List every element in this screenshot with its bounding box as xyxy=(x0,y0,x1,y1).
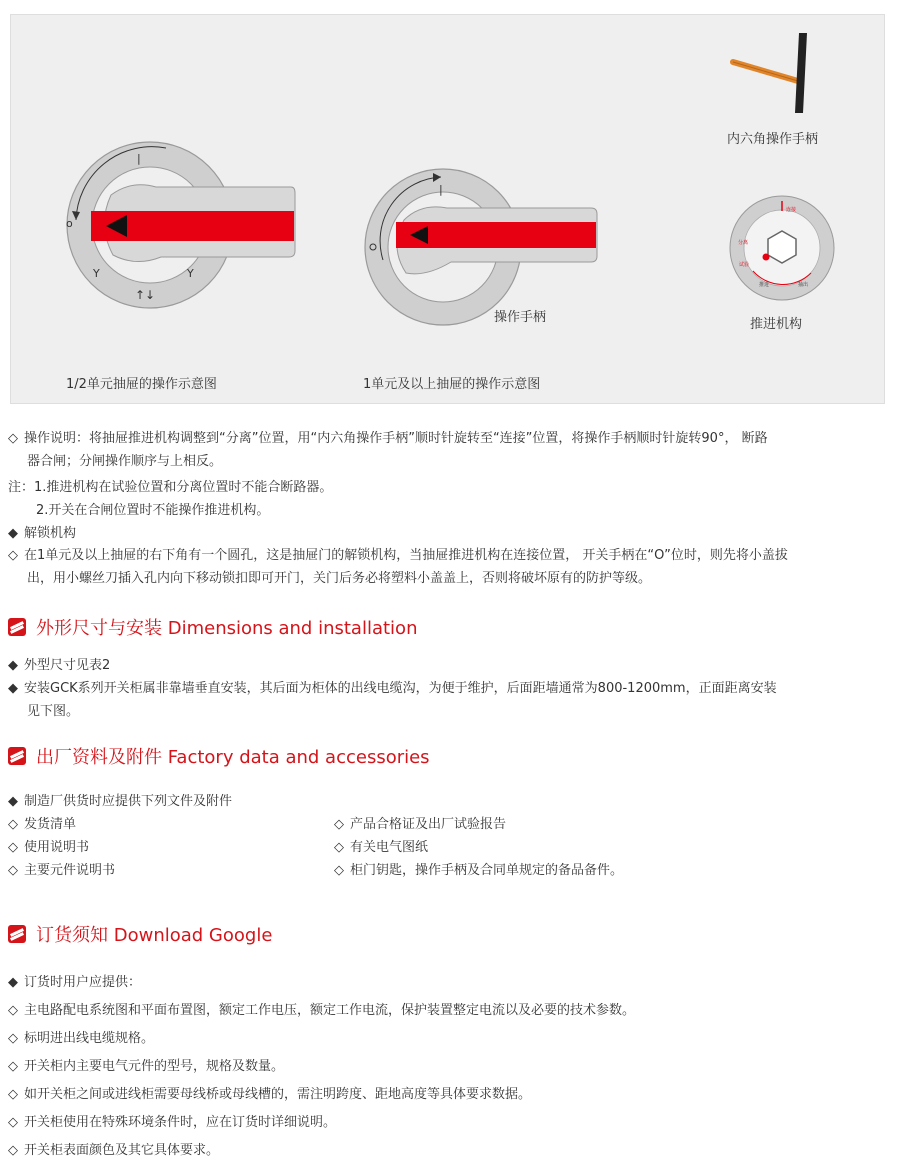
svg-text:|: | xyxy=(137,152,141,165)
svg-text:|: | xyxy=(439,183,443,196)
factory-right-item: ◇ 柜门钥匙，操作手柄及合同单规定的备品备件。 xyxy=(334,863,624,878)
hollow-diamond-icon: ◇ xyxy=(8,1143,18,1158)
note-line-2: 2.开关在合闸位置时不能操作推进机构。 xyxy=(36,503,270,518)
solid-diamond-icon: ◆ xyxy=(8,794,18,809)
hex-handle-label: 内六角操作手柄 xyxy=(727,132,819,147)
svg-text:↑↓: ↑↓ xyxy=(135,288,156,302)
solid-diamond-icon: ◆ xyxy=(8,658,18,673)
half-unit-caption: 1/2单元抽屉的操作示意图 xyxy=(66,377,217,392)
section-logo-icon xyxy=(8,747,26,765)
svg-text:抽出: 抽出 xyxy=(798,282,809,288)
factory-left-item: ◇ 主要元件说明书 xyxy=(8,863,116,878)
operation-instruction: ◇ 操作说明：将抽屉推进机构调整到“分离”位置，用“内六角操作手柄”顺时针旋转至“连接”位置，将操作手柄顺时针旋转90°， 断路 器合闸；分闸操作顺序与上相反。 xyxy=(8,427,888,473)
hollow-diamond-icon: ◇ xyxy=(8,1115,18,1130)
svg-text:推进: 推进 xyxy=(759,282,770,288)
operation-diagram-graphic xyxy=(11,15,886,405)
ordering-item: ◇ 开关柜表面颜色及其它具体要求。 xyxy=(8,1143,220,1158)
unlock-title: ◆ 解锁机构 xyxy=(8,526,77,541)
factory-heading: 出厂资料及附件 Factory data and accessories xyxy=(8,744,430,768)
ordering-item: ◇ 开关柜使用在特殊环境条件时，应在订货时详细说明。 xyxy=(8,1115,337,1130)
dimensions-heading: 外形尺寸与安装 Dimensions and installation xyxy=(8,615,417,639)
ordering-item: ◇ 标明进出线电缆规格。 xyxy=(8,1031,155,1046)
operating-handle-label: 操作手柄 xyxy=(494,310,547,325)
factory-right-item: ◇ 产品合格证及出厂试验报告 xyxy=(334,817,507,832)
one-unit-caption: 1单元及以上抽屉的操作示意图 xyxy=(363,377,541,392)
one-unit-handle-icon xyxy=(365,169,597,325)
hollow-diamond-icon: ◇ xyxy=(8,1087,18,1102)
hollow-diamond-icon: ◇ xyxy=(8,840,18,855)
hollow-diamond-icon: ◇ xyxy=(8,863,18,878)
hex-wrench-icon xyxy=(733,33,807,113)
svg-text:o: o xyxy=(66,217,73,230)
section-logo-icon xyxy=(8,618,26,636)
hollow-diamond-icon: ◇ xyxy=(334,840,344,855)
hollow-diamond-icon: ◇ xyxy=(8,548,18,563)
dimensions-item-1: ◆ 外型尺寸见表2 xyxy=(8,658,111,673)
push-mechanism-label: 推进机构 xyxy=(750,317,803,332)
ordering-item: ◇ 开关柜内主要电气元件的型号，规格及数量。 xyxy=(8,1059,285,1074)
hollow-diamond-icon: ◇ xyxy=(8,817,18,832)
solid-diamond-icon: ◆ xyxy=(8,526,18,541)
hollow-diamond-icon: ◇ xyxy=(8,1059,18,1074)
ordering-intro: ◆ 订货时用户应提供： xyxy=(8,975,142,990)
ordering-item: ◇ 如开关柜之间或进线柜需要母线桥或母线槽的，需注明跨度、距地高度等具体要求数据。 xyxy=(8,1087,532,1102)
solid-diamond-icon: ◆ xyxy=(8,975,18,990)
unlock-description: ◇ 在1单元及以上抽屉的右下角有一个圆孔，这是抽屉门的解锁机构，当抽屉推进机构在连接位置， 开关手柄在“O”位时，则先将小盖拔 出，用小螺丝刀插入孔内向下移动锁扣即可开门，关门后务必将塑料小盖盖上，否则将破坏原有的防护等级。 xyxy=(8,544,888,590)
note-line-1: 注：1.推进机构在试验位置和分离位置时不能合断路器。 xyxy=(8,480,333,495)
svg-text:试验: 试验 xyxy=(739,262,750,268)
hollow-diamond-icon: ◇ xyxy=(334,817,344,832)
dimensions-item-2: ◆ 安装GCK系列开关柜属非靠墙垂直安装，其后面为柜体的出线电缆沟，为便于维护，后面距墙通常为800-1200mm，正面距离安装 见下图。 xyxy=(8,677,888,723)
factory-left-item: ◇ 使用说明书 xyxy=(8,840,90,855)
factory-right-item: ◇ 有关电气图纸 xyxy=(334,840,429,855)
factory-left-item: ◇ 发货清单 xyxy=(8,817,77,832)
hollow-diamond-icon: ◇ xyxy=(8,1003,18,1018)
ordering-heading: 订货须知 Download Google xyxy=(8,922,272,946)
section-logo-icon xyxy=(8,925,26,943)
svg-text:Y: Y xyxy=(93,267,100,280)
svg-text:Y: Y xyxy=(187,267,194,280)
operation-diagram xyxy=(10,14,885,404)
push-mechanism-dial-icon xyxy=(730,196,834,300)
hollow-diamond-icon: ◇ xyxy=(334,863,344,878)
ordering-item: ◇ 主电路配电系统图和平面布置图，额定工作电压，额定工作电流，保护装置整定电流以及必要的技术参数。 xyxy=(8,1003,636,1018)
solid-diamond-icon: ◆ xyxy=(8,681,18,696)
hollow-diamond-icon: ◇ xyxy=(8,431,18,446)
svg-text:分离: 分离 xyxy=(738,240,749,246)
hollow-diamond-icon: ◇ xyxy=(8,1031,18,1046)
factory-intro: ◆ 制造厂供货时应提供下列文件及附件 xyxy=(8,794,233,809)
svg-text:连接: 连接 xyxy=(786,207,797,213)
half-unit-handle-icon xyxy=(66,142,295,308)
